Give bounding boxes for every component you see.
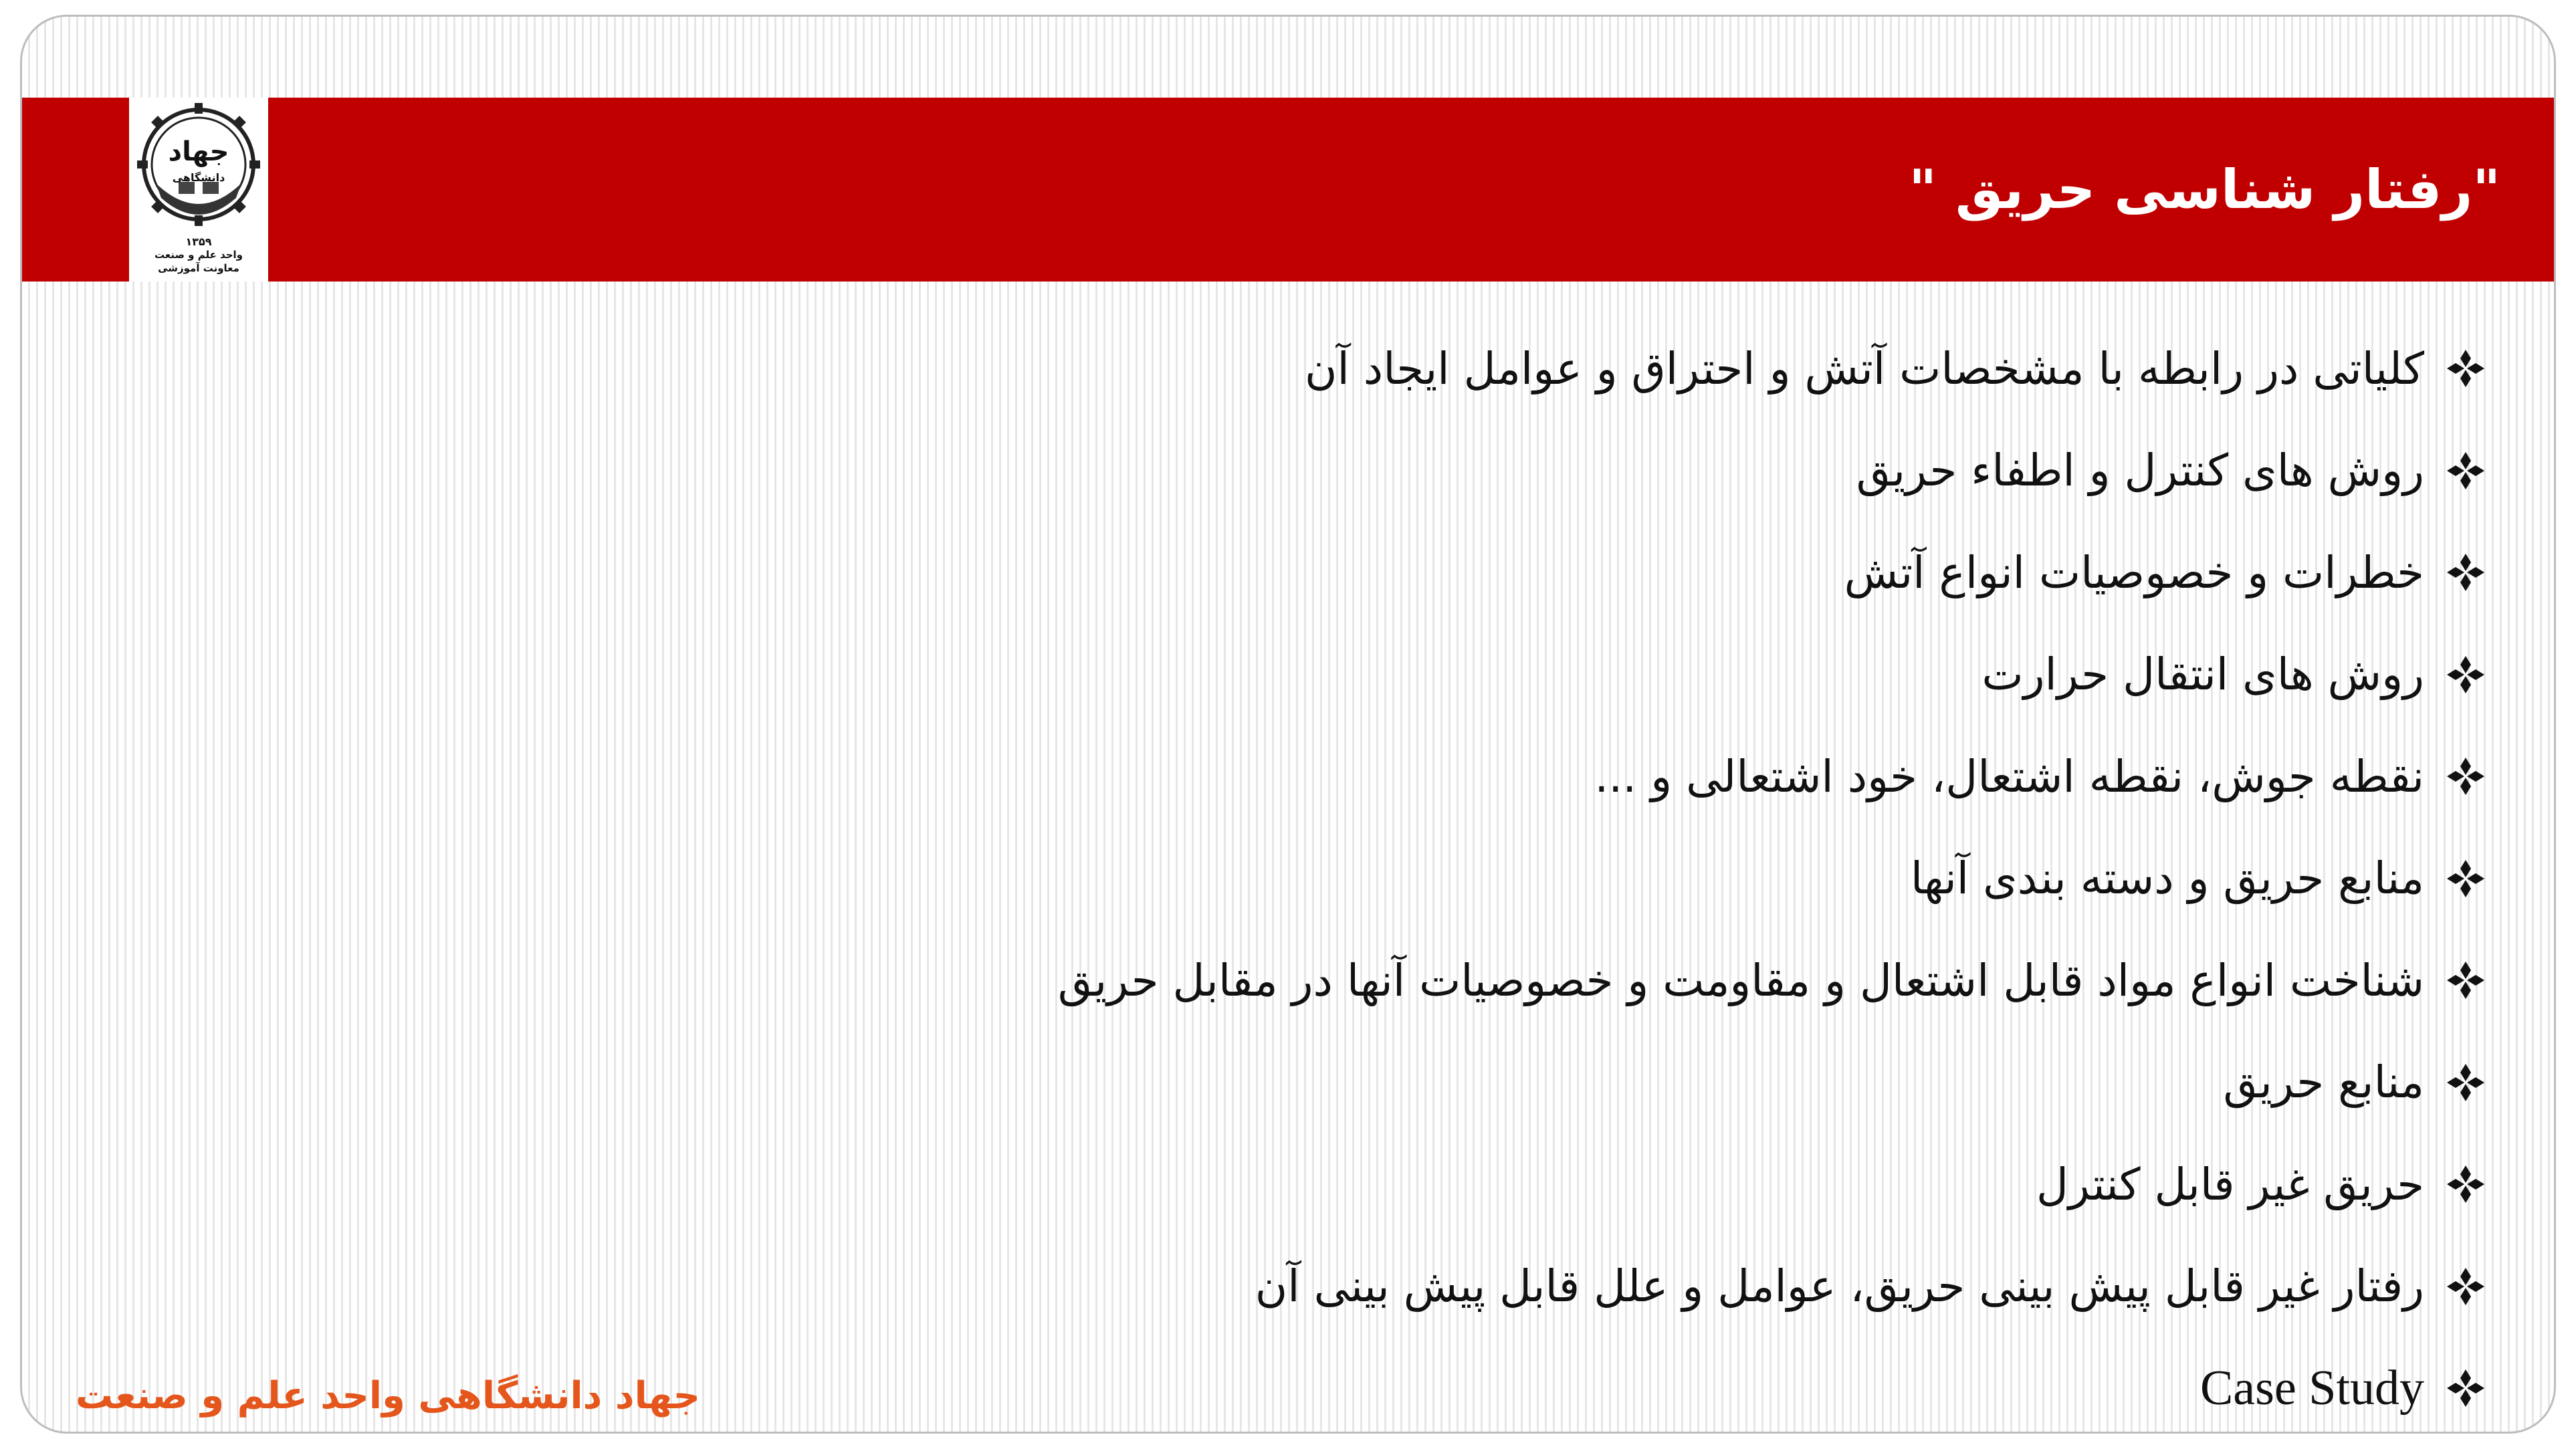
logo-main-text: جهاد xyxy=(168,136,229,167)
diamond-bullet-icon xyxy=(2439,552,2492,592)
logo-sub-text: دانشگاهی xyxy=(172,171,225,184)
diamond-bullet-icon xyxy=(2439,1164,2492,1204)
bullet-text: نقطه جوش، نقطه اشتعال، خود اشتعالی و ... xyxy=(1594,750,2424,802)
diamond-bullet-icon xyxy=(2439,451,2492,491)
list-item xyxy=(486,726,2492,828)
diamond-bullet-icon xyxy=(2439,756,2492,796)
list-item xyxy=(486,624,2492,726)
list-item xyxy=(486,1032,2492,1134)
page-title: "رفتار شناسی حریق " xyxy=(1909,158,2500,221)
diamond-bullet-icon xyxy=(2439,348,2492,388)
bullet-list xyxy=(486,318,2492,1434)
list-item xyxy=(486,1236,2492,1338)
bullet-text: کلیاتی در رابطه با مشخصات آتش و احتراق و عوامل ایجاد آن xyxy=(1305,342,2424,395)
diamond-bullet-icon xyxy=(2439,655,2492,695)
diamond-bullet-icon xyxy=(2439,1266,2492,1307)
bullet-text: منابع حریق xyxy=(2223,1056,2424,1109)
bullet-text: خطرات و خصوصیات انواع آتش xyxy=(1844,546,2424,598)
diamond-bullet-icon xyxy=(2439,859,2492,899)
bullet-text: شناخت انواع مواد قابل اشتعال و مقاومت و خصوصیات آنها در مقابل حریق xyxy=(1057,954,2424,1006)
bullet-text: روش های انتقال حرارت xyxy=(1981,649,2424,701)
list-item xyxy=(486,318,2492,420)
list-item xyxy=(486,420,2492,522)
list-item xyxy=(486,828,2492,930)
bullet-text: رفتار غیر قابل پیش بینی حریق، عوامل و علل قابل پیش بینی آن xyxy=(1255,1260,2424,1313)
logo-unit-line1: واحد علم و صنعت xyxy=(154,249,243,261)
bullet-text: Case Study xyxy=(2199,1360,2424,1416)
logo xyxy=(129,98,268,282)
logo-unit-line2: معاونت آموزشی xyxy=(158,262,239,274)
footer-text: جهاد دانشگاهی واحد علم و صنعت xyxy=(76,1374,701,1418)
diamond-bullet-icon xyxy=(2439,1063,2492,1103)
bullet-text: منابع حریق و دسته بندی آنها xyxy=(1910,853,2424,905)
diamond-bullet-icon xyxy=(2439,1368,2492,1408)
bullet-text: حریق غیر قابل کنترل xyxy=(2036,1158,2424,1210)
list-item xyxy=(486,1133,2492,1236)
logo-year: ۱۳۵۹ xyxy=(185,235,212,248)
bullet-text: روش های کنترل و اطفاء حریق xyxy=(1856,445,2424,497)
list-item xyxy=(486,1337,2492,1434)
list-item xyxy=(486,522,2492,624)
diamond-bullet-icon xyxy=(2439,960,2492,1000)
slide xyxy=(20,15,2556,1434)
list-item xyxy=(486,929,2492,1032)
